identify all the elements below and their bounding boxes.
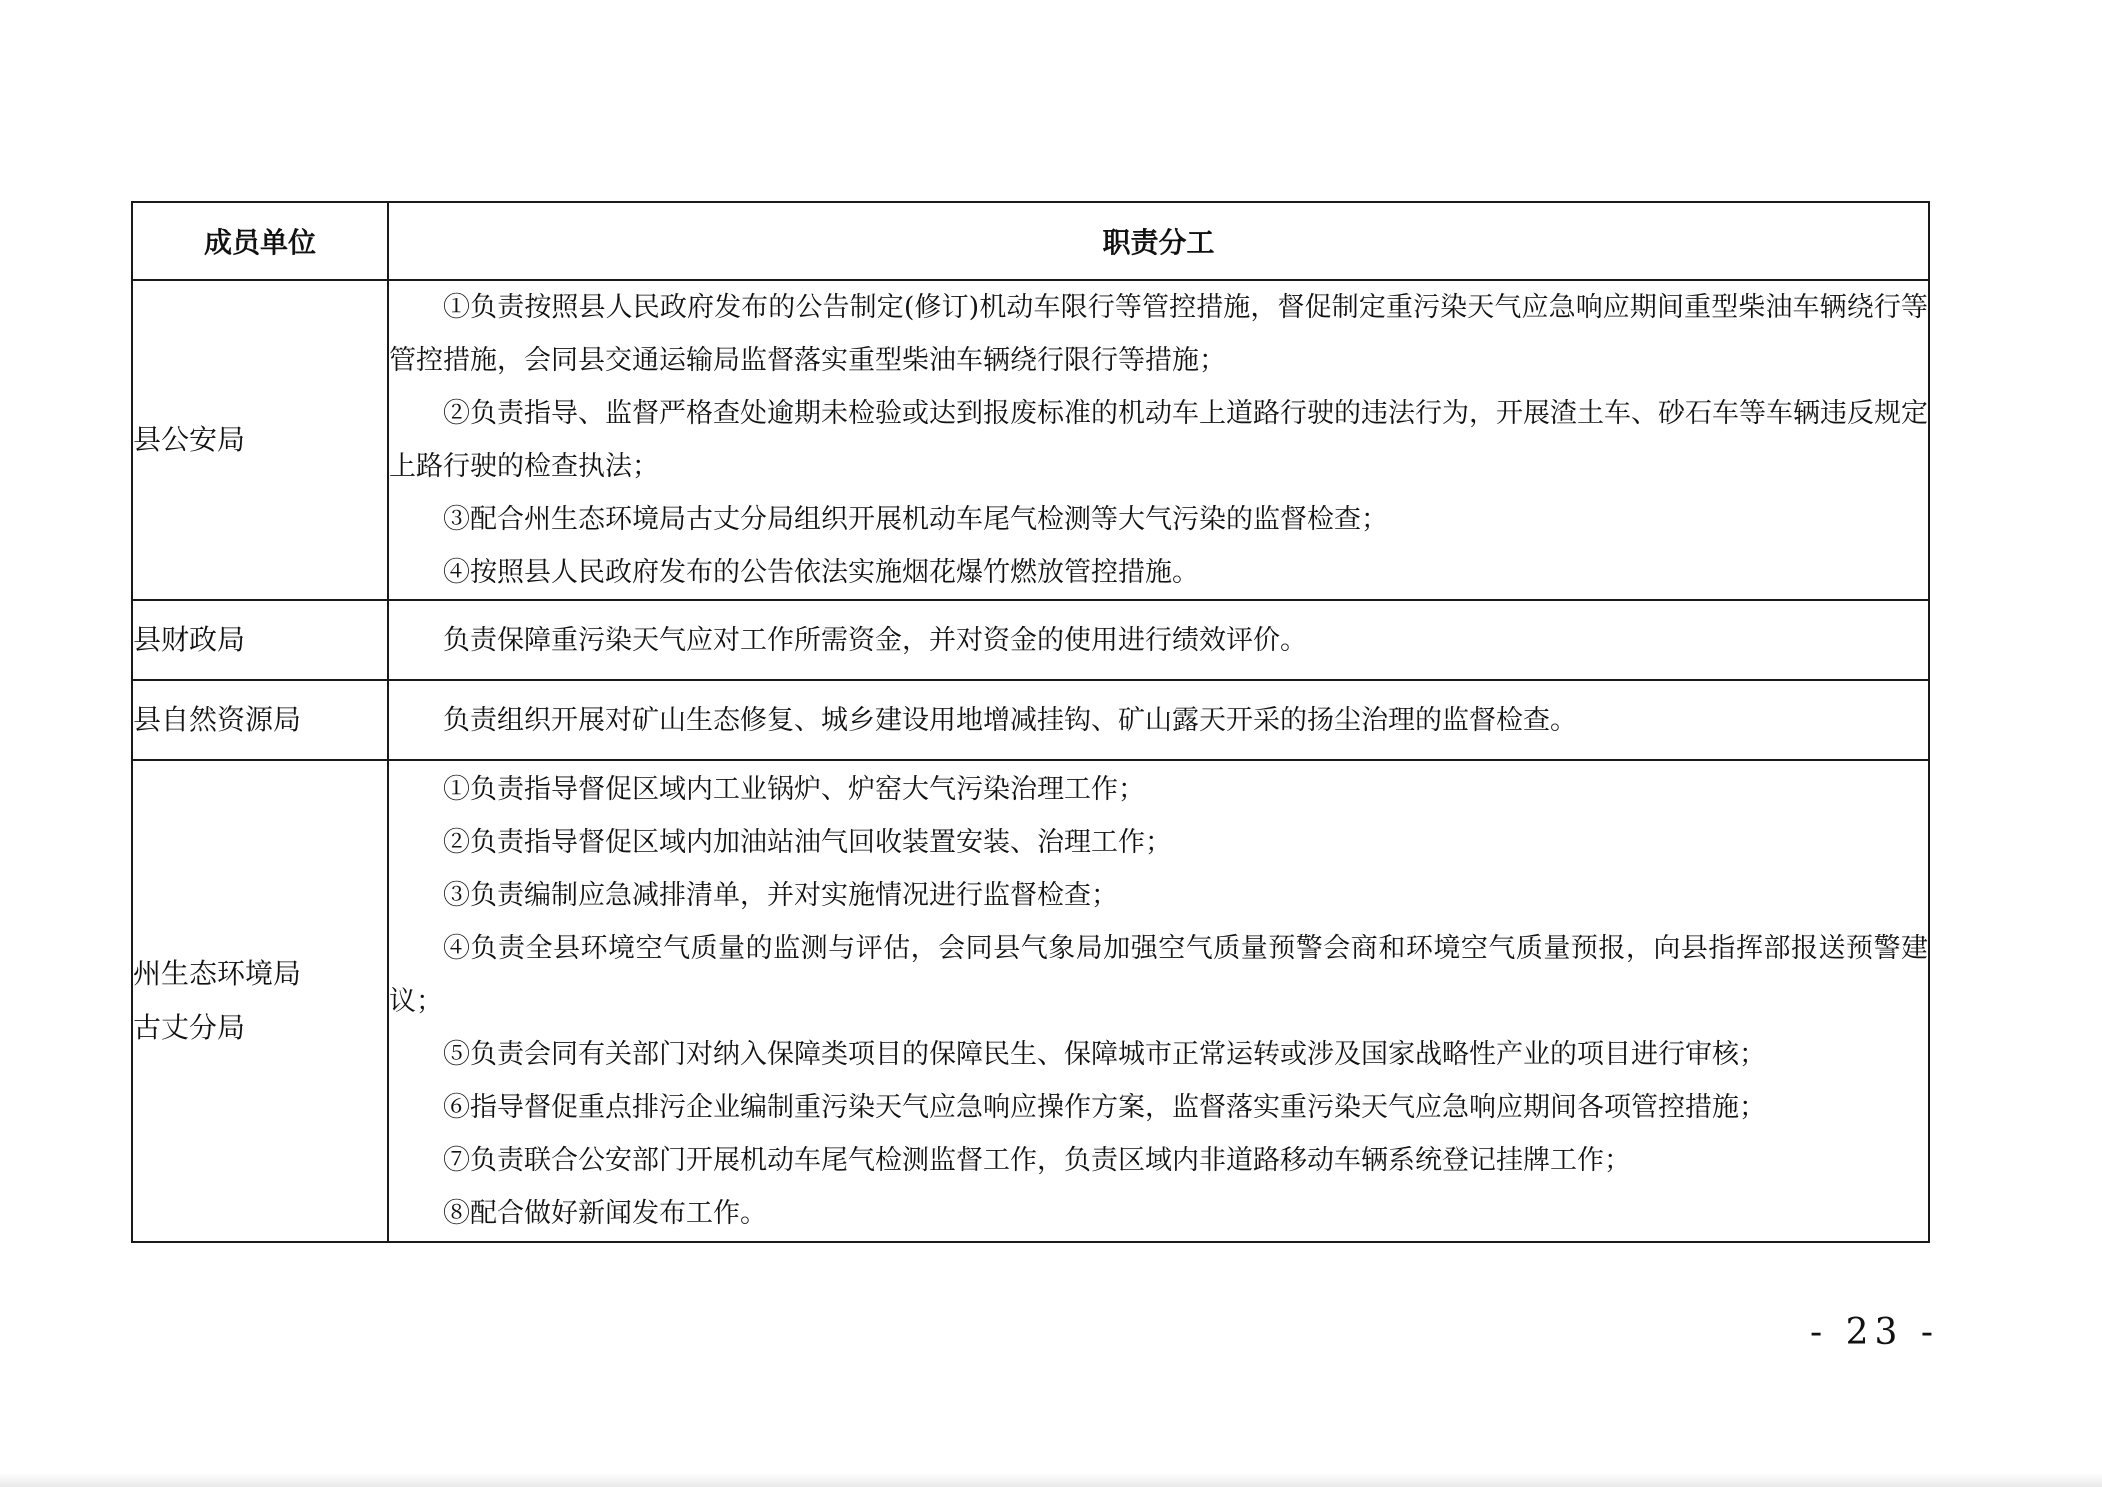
- duty-item: ⑤负责会同有关部门对纳入保障类项目的保障民生、保障城市正常运转或涉及国家战略性产业的项目进行审核；: [443, 1038, 1766, 1070]
- duty-item: ②负责指导督促区域内加油站油气回收装置安装、治理工作；: [443, 826, 1172, 858]
- unit-name: 县财政局: [133, 623, 246, 656]
- duty-cell: [388, 760, 1929, 1242]
- unit-cell: [132, 680, 388, 760]
- table-row: [132, 600, 1929, 680]
- unit-name: 县自然资源局: [133, 703, 302, 736]
- duty-item: ①负责按照县人民政府发布的公告制定(修订)机动车限行等管控措施，督促制定重污染天气应急响应期间重型柴油车辆绕行等管控措施，会同县交通运输局监督落实重型柴油车辆绕行限行等措施；: [389, 292, 1928, 376]
- unit-cell: [132, 600, 388, 680]
- duty-cell: [388, 280, 1929, 600]
- duty-cell: [388, 600, 1929, 680]
- header-duty: 职责分工: [388, 202, 1929, 280]
- duty-item: ①负责指导督促区域内工业锅炉、炉窑大气污染治理工作；: [443, 773, 1145, 805]
- duty-item: ③负责编制应急减排清单，并对实施情况进行监督检查；: [443, 879, 1118, 911]
- duty-item: 负责组织开展对矿山生态修复、城乡建设用地增减挂钩、矿山露天开采的扬尘治理的监督检查。: [443, 704, 1577, 736]
- page-number: - 23 -: [1810, 1312, 1940, 1353]
- table-row: [132, 760, 1929, 1242]
- header-unit: 成员单位: [132, 202, 388, 280]
- duty-item: ④负责全县环境空气质量的监测与评估，会同县气象局加强空气质量预警会商和环境空气质量预报，向县指挥部报送预警建议；: [389, 932, 1928, 1017]
- table-row: [132, 280, 1929, 600]
- unit-cell: [132, 760, 388, 1242]
- duty-item: 负责保障重污染天气应对工作所需资金，并对资金的使用进行绩效评价。: [443, 624, 1307, 656]
- duty-item: ②负责指导、监督严格查处逾期未检验或达到报废标准的机动车上道路行驶的违法行为，开展渣土车、砂石车等车辆违反规定上路行驶的检查执法；: [389, 398, 1928, 482]
- duty-cell: [388, 680, 1929, 760]
- duty-item: ③配合州生态环境局古丈分局组织开展机动车尾气检测等大气污染的监督检查；: [443, 504, 1388, 535]
- table-header-row: [132, 202, 1929, 280]
- duty-table: [131, 201, 1930, 1243]
- unit-name: 县公安局: [133, 423, 246, 456]
- unit-name: 古丈分局: [133, 1011, 246, 1044]
- duty-item: ⑦负责联合公安部门开展机动车尾气检测监督工作，负责区域内非道路移动车辆系统登记挂牌工作；: [443, 1144, 1631, 1176]
- unit-cell: [132, 280, 388, 600]
- page-edge: [0, 1473, 2102, 1487]
- duty-item: ⑥指导督促重点排污企业编制重污染天气应急响应操作方案，监督落实重污染天气应急响应期间各项管控措施；: [443, 1091, 1766, 1123]
- table-row: [132, 680, 1929, 760]
- duty-item: ④按照县人民政府发布的公告依法实施烟花爆竹燃放管控措施。: [443, 557, 1199, 588]
- duty-item: ⑧配合做好新闻发布工作。: [443, 1197, 767, 1229]
- unit-name: 州生态环境局: [133, 957, 302, 990]
